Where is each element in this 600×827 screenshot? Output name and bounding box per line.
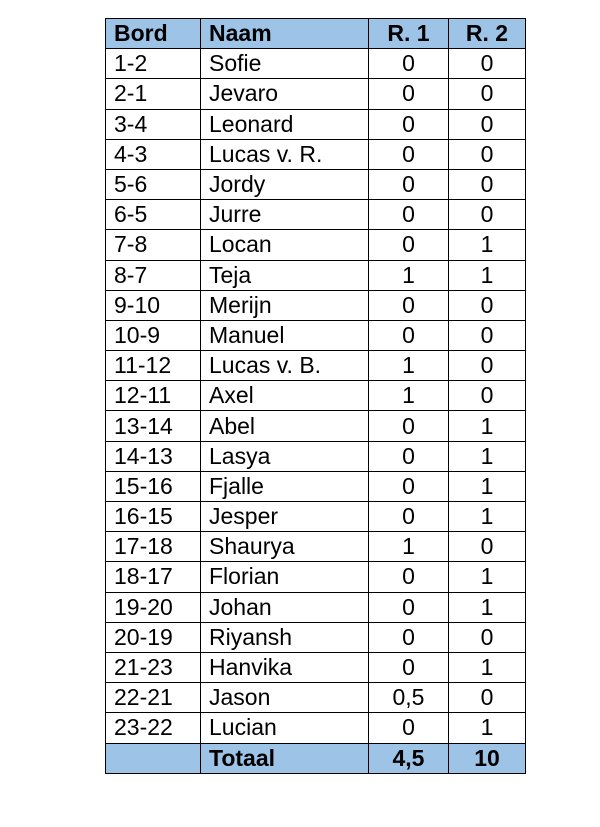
cell-naam: Leonard [201, 109, 369, 139]
cell-bord: 6-5 [106, 200, 201, 230]
cell-round-1: 0 [369, 109, 449, 139]
cell-round-2: 1 [449, 230, 526, 260]
header-naam: Naam [201, 19, 369, 49]
cell-round-1: 1 [369, 260, 449, 290]
cell-naam: Manuel [201, 320, 369, 350]
cell-naam: Fjalle [201, 471, 369, 501]
cell-round-2: 0 [449, 320, 526, 350]
cell-round-1: 0 [369, 200, 449, 230]
table-row [106, 169, 526, 199]
table-body [106, 49, 526, 743]
cell-bord: 15-16 [106, 471, 201, 501]
cell-bord: 2-1 [106, 79, 201, 109]
cell-round-1: 0 [369, 139, 449, 169]
cell-naam: Sofie [201, 49, 369, 79]
table-row [106, 411, 526, 441]
table-row [106, 652, 526, 682]
table-row [106, 351, 526, 381]
cell-round-2: 1 [449, 260, 526, 290]
score-table [105, 18, 526, 774]
cell-naam: Locan [201, 230, 369, 260]
cell-round-1: 1 [369, 351, 449, 381]
cell-round-2: 0 [449, 290, 526, 320]
table-row [106, 622, 526, 652]
cell-naam: Jesper [201, 502, 369, 532]
header-round-2: R. 2 [449, 19, 526, 49]
table-row [106, 260, 526, 290]
table-row [106, 49, 526, 79]
cell-round-1: 0 [369, 502, 449, 532]
total-label: Totaal [201, 743, 369, 773]
cell-round-1: 0 [369, 471, 449, 501]
cell-bord: 17-18 [106, 532, 201, 562]
cell-bord: 18-17 [106, 562, 201, 592]
cell-round-2: 1 [449, 713, 526, 743]
cell-round-1: 0 [369, 592, 449, 622]
cell-naam: Jevaro [201, 79, 369, 109]
cell-bord: 16-15 [106, 502, 201, 532]
cell-naam: Abel [201, 411, 369, 441]
cell-naam: Hanvika [201, 652, 369, 682]
cell-round-2: 1 [449, 562, 526, 592]
table-row [106, 200, 526, 230]
cell-naam: Axel [201, 381, 369, 411]
cell-round-1: 0 [369, 622, 449, 652]
cell-bord: 4-3 [106, 139, 201, 169]
cell-round-1: 0 [369, 79, 449, 109]
table-row [106, 532, 526, 562]
cell-round-1: 0 [369, 562, 449, 592]
table-header [106, 19, 526, 49]
cell-naam: Teja [201, 260, 369, 290]
cell-bord: 20-19 [106, 622, 201, 652]
table-row [106, 320, 526, 350]
cell-round-1: 0 [369, 441, 449, 471]
cell-round-2: 0 [449, 622, 526, 652]
cell-round-2: 1 [449, 502, 526, 532]
cell-naam: Jordy [201, 169, 369, 199]
cell-bord: 19-20 [106, 592, 201, 622]
cell-round-2: 0 [449, 169, 526, 199]
cell-round-2: 1 [449, 441, 526, 471]
table-row [106, 109, 526, 139]
cell-bord: 5-6 [106, 169, 201, 199]
total-round-1: 4,5 [369, 743, 449, 773]
cell-bord: 1-2 [106, 49, 201, 79]
header-round-1: R. 1 [369, 19, 449, 49]
cell-round-2: 0 [449, 109, 526, 139]
cell-round-1: 1 [369, 532, 449, 562]
cell-round-2: 1 [449, 652, 526, 682]
cell-naam: Merijn [201, 290, 369, 320]
cell-round-1: 0 [369, 290, 449, 320]
cell-naam: Johan [201, 592, 369, 622]
cell-round-1: 0 [369, 169, 449, 199]
cell-round-2: 0 [449, 683, 526, 713]
cell-round-2: 0 [449, 532, 526, 562]
cell-naam: Lucian [201, 713, 369, 743]
cell-round-1: 0 [369, 320, 449, 350]
cell-bord: 23-22 [106, 713, 201, 743]
cell-naam: Shaurya [201, 532, 369, 562]
cell-round-2: 1 [449, 592, 526, 622]
cell-round-2: 1 [449, 471, 526, 501]
cell-round-2: 0 [449, 381, 526, 411]
table-row [106, 592, 526, 622]
cell-round-2: 0 [449, 200, 526, 230]
table-row [106, 562, 526, 592]
cell-bord: 10-9 [106, 320, 201, 350]
cell-bord: 13-14 [106, 411, 201, 441]
cell-naam: Jurre [201, 200, 369, 230]
cell-naam: Jason [201, 683, 369, 713]
header-bord: Bord [106, 19, 201, 49]
cell-round-2: 0 [449, 49, 526, 79]
table-row [106, 471, 526, 501]
total-row [106, 743, 526, 773]
cell-bord: 11-12 [106, 351, 201, 381]
cell-round-2: 1 [449, 411, 526, 441]
cell-round-1: 0 [369, 411, 449, 441]
table-row [106, 683, 526, 713]
total-round-2: 10 [449, 743, 526, 773]
total-bord [106, 743, 201, 773]
cell-round-2: 0 [449, 139, 526, 169]
cell-round-1: 0 [369, 230, 449, 260]
cell-round-2: 0 [449, 351, 526, 381]
table-row [106, 139, 526, 169]
table-row [106, 441, 526, 471]
header-row [106, 19, 526, 49]
cell-round-1: 0 [369, 713, 449, 743]
cell-bord: 21-23 [106, 652, 201, 682]
cell-bord: 3-4 [106, 109, 201, 139]
cell-round-1: 0 [369, 49, 449, 79]
cell-naam: Lasya [201, 441, 369, 471]
cell-bord: 8-7 [106, 260, 201, 290]
table-row [106, 381, 526, 411]
cell-round-2: 0 [449, 79, 526, 109]
cell-round-1: 0 [369, 652, 449, 682]
table-row [106, 230, 526, 260]
cell-bord: 9-10 [106, 290, 201, 320]
cell-bord: 12-11 [106, 381, 201, 411]
table-row [106, 79, 526, 109]
cell-round-1: 1 [369, 381, 449, 411]
cell-naam: Lucas v. B. [201, 351, 369, 381]
table-row [106, 502, 526, 532]
cell-naam: Florian [201, 562, 369, 592]
cell-naam: Lucas v. R. [201, 139, 369, 169]
cell-bord: 14-13 [106, 441, 201, 471]
table-row [106, 290, 526, 320]
table-footer [106, 743, 526, 773]
table-row [106, 713, 526, 743]
cell-round-1: 0,5 [369, 683, 449, 713]
cell-bord: 22-21 [106, 683, 201, 713]
cell-bord: 7-8 [106, 230, 201, 260]
cell-naam: Riyansh [201, 622, 369, 652]
